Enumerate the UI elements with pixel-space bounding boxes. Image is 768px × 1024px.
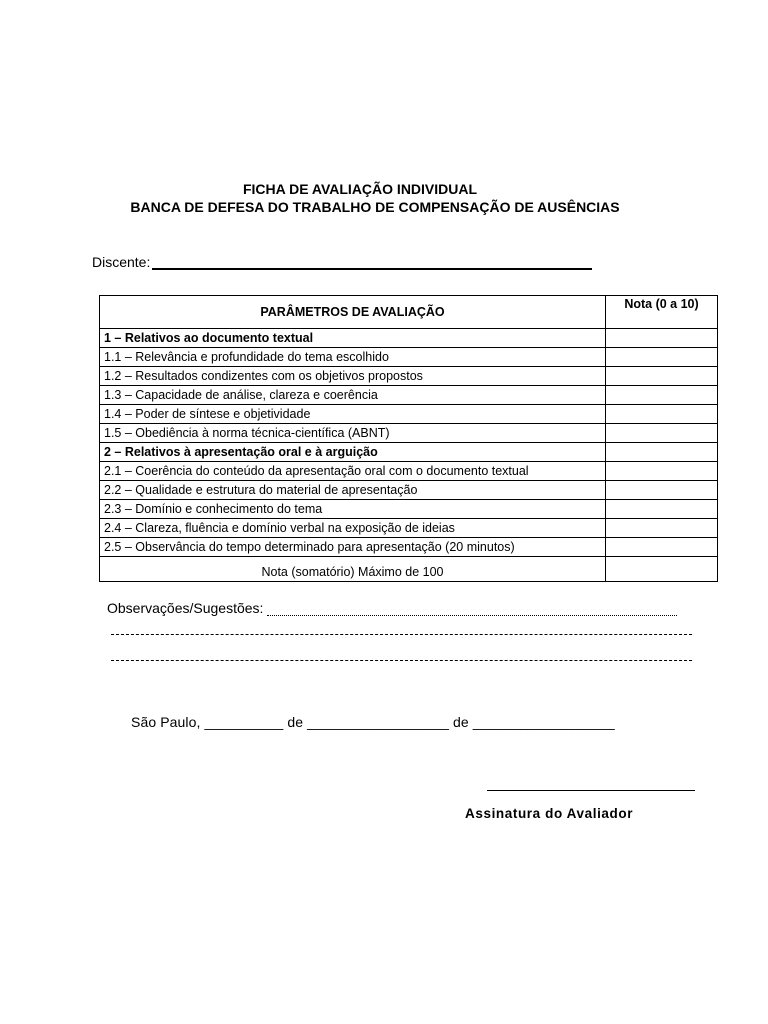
table-row xyxy=(100,405,718,424)
table-row xyxy=(100,462,718,481)
criterion-label: 1.3 – Capacidade de análise, clareza e coerência xyxy=(100,386,606,405)
discente-field xyxy=(92,254,592,270)
score-cell[interactable] xyxy=(606,405,718,424)
criterion-label: 1.4 – Poder de síntese e objetividade xyxy=(100,405,606,424)
observacoes-line-1[interactable] xyxy=(267,603,677,616)
criterion-label: 1.5 – Obediência à norma técnica-científica (ABNT) xyxy=(100,424,606,443)
table-row xyxy=(100,443,718,462)
section-label: 2 – Relativos à apresentação oral e à arguição xyxy=(100,443,606,462)
table-row xyxy=(100,329,718,348)
header-nota: Nota (0 a 10) xyxy=(606,296,718,329)
section-label: 1 – Relativos ao documento textual xyxy=(100,329,606,348)
criterion-label: 2.3 – Domínio e conhecimento do tema xyxy=(100,500,606,519)
score-cell[interactable] xyxy=(606,519,718,538)
table-body xyxy=(100,329,718,557)
signature-label: Assinatura do Avaliador xyxy=(465,806,634,821)
score-cell[interactable] xyxy=(606,367,718,386)
observacoes-line-3[interactable] xyxy=(111,660,692,661)
score-cell[interactable] xyxy=(606,348,718,367)
discente-label: Discente: xyxy=(92,254,151,270)
table-row xyxy=(100,481,718,500)
criterion-label: 2.4 – Clareza, fluência e domínio verbal na exposição de ideias xyxy=(100,519,606,538)
observacoes-line-2[interactable] xyxy=(111,634,692,635)
total-label: Nota (somatório) Máximo de 100 xyxy=(100,557,606,582)
table-row xyxy=(100,367,718,386)
table-row xyxy=(100,424,718,443)
score-cell[interactable] xyxy=(606,538,718,557)
criterion-label: 2.5 – Observância do tempo determinado para apresentação (20 minutos) xyxy=(100,538,606,557)
table-row xyxy=(100,348,718,367)
criterion-label: 1.2 – Resultados condizentes com os objetivos propostos xyxy=(100,367,606,386)
table-row xyxy=(100,386,718,405)
score-cell[interactable] xyxy=(606,386,718,405)
total-row xyxy=(100,557,718,582)
observacoes-label: Observações/Sugestões: xyxy=(107,600,264,616)
signature-line[interactable] xyxy=(487,790,695,791)
score-cell[interactable] xyxy=(606,462,718,481)
date-line: São Paulo, __________ de __________________ de __________________ xyxy=(131,714,615,730)
table-header-row xyxy=(100,296,718,329)
table-row xyxy=(100,538,718,557)
criterion-label: 2.1 – Coerência do conteúdo da apresentação oral com o documento textual xyxy=(100,462,606,481)
form-title xyxy=(110,180,640,216)
discente-input-line[interactable] xyxy=(152,254,592,270)
score-cell[interactable] xyxy=(606,443,718,462)
score-cell[interactable] xyxy=(606,424,718,443)
score-cell[interactable] xyxy=(606,500,718,519)
observacoes-field xyxy=(107,600,677,616)
header-params: PARÂMETROS DE AVALIAÇÃO xyxy=(100,296,606,329)
score-cell[interactable] xyxy=(606,481,718,500)
total-score-cell[interactable] xyxy=(606,557,718,582)
score-cell[interactable] xyxy=(606,329,718,348)
criterion-label: 2.2 – Qualidade e estrutura do material de apresentação xyxy=(100,481,606,500)
table-row xyxy=(100,500,718,519)
title-line-2: BANCA DE DEFESA DO TRABALHO DE COMPENSAÇÃO DE AUSÊNCIAS xyxy=(130,199,620,215)
table-row xyxy=(100,519,718,538)
criterion-label: 1.1 – Relevância e profundidade do tema escolhido xyxy=(100,348,606,367)
title-line-1: FICHA DE AVALIAÇÃO INDIVIDUAL xyxy=(242,181,478,197)
evaluation-table xyxy=(99,295,718,582)
